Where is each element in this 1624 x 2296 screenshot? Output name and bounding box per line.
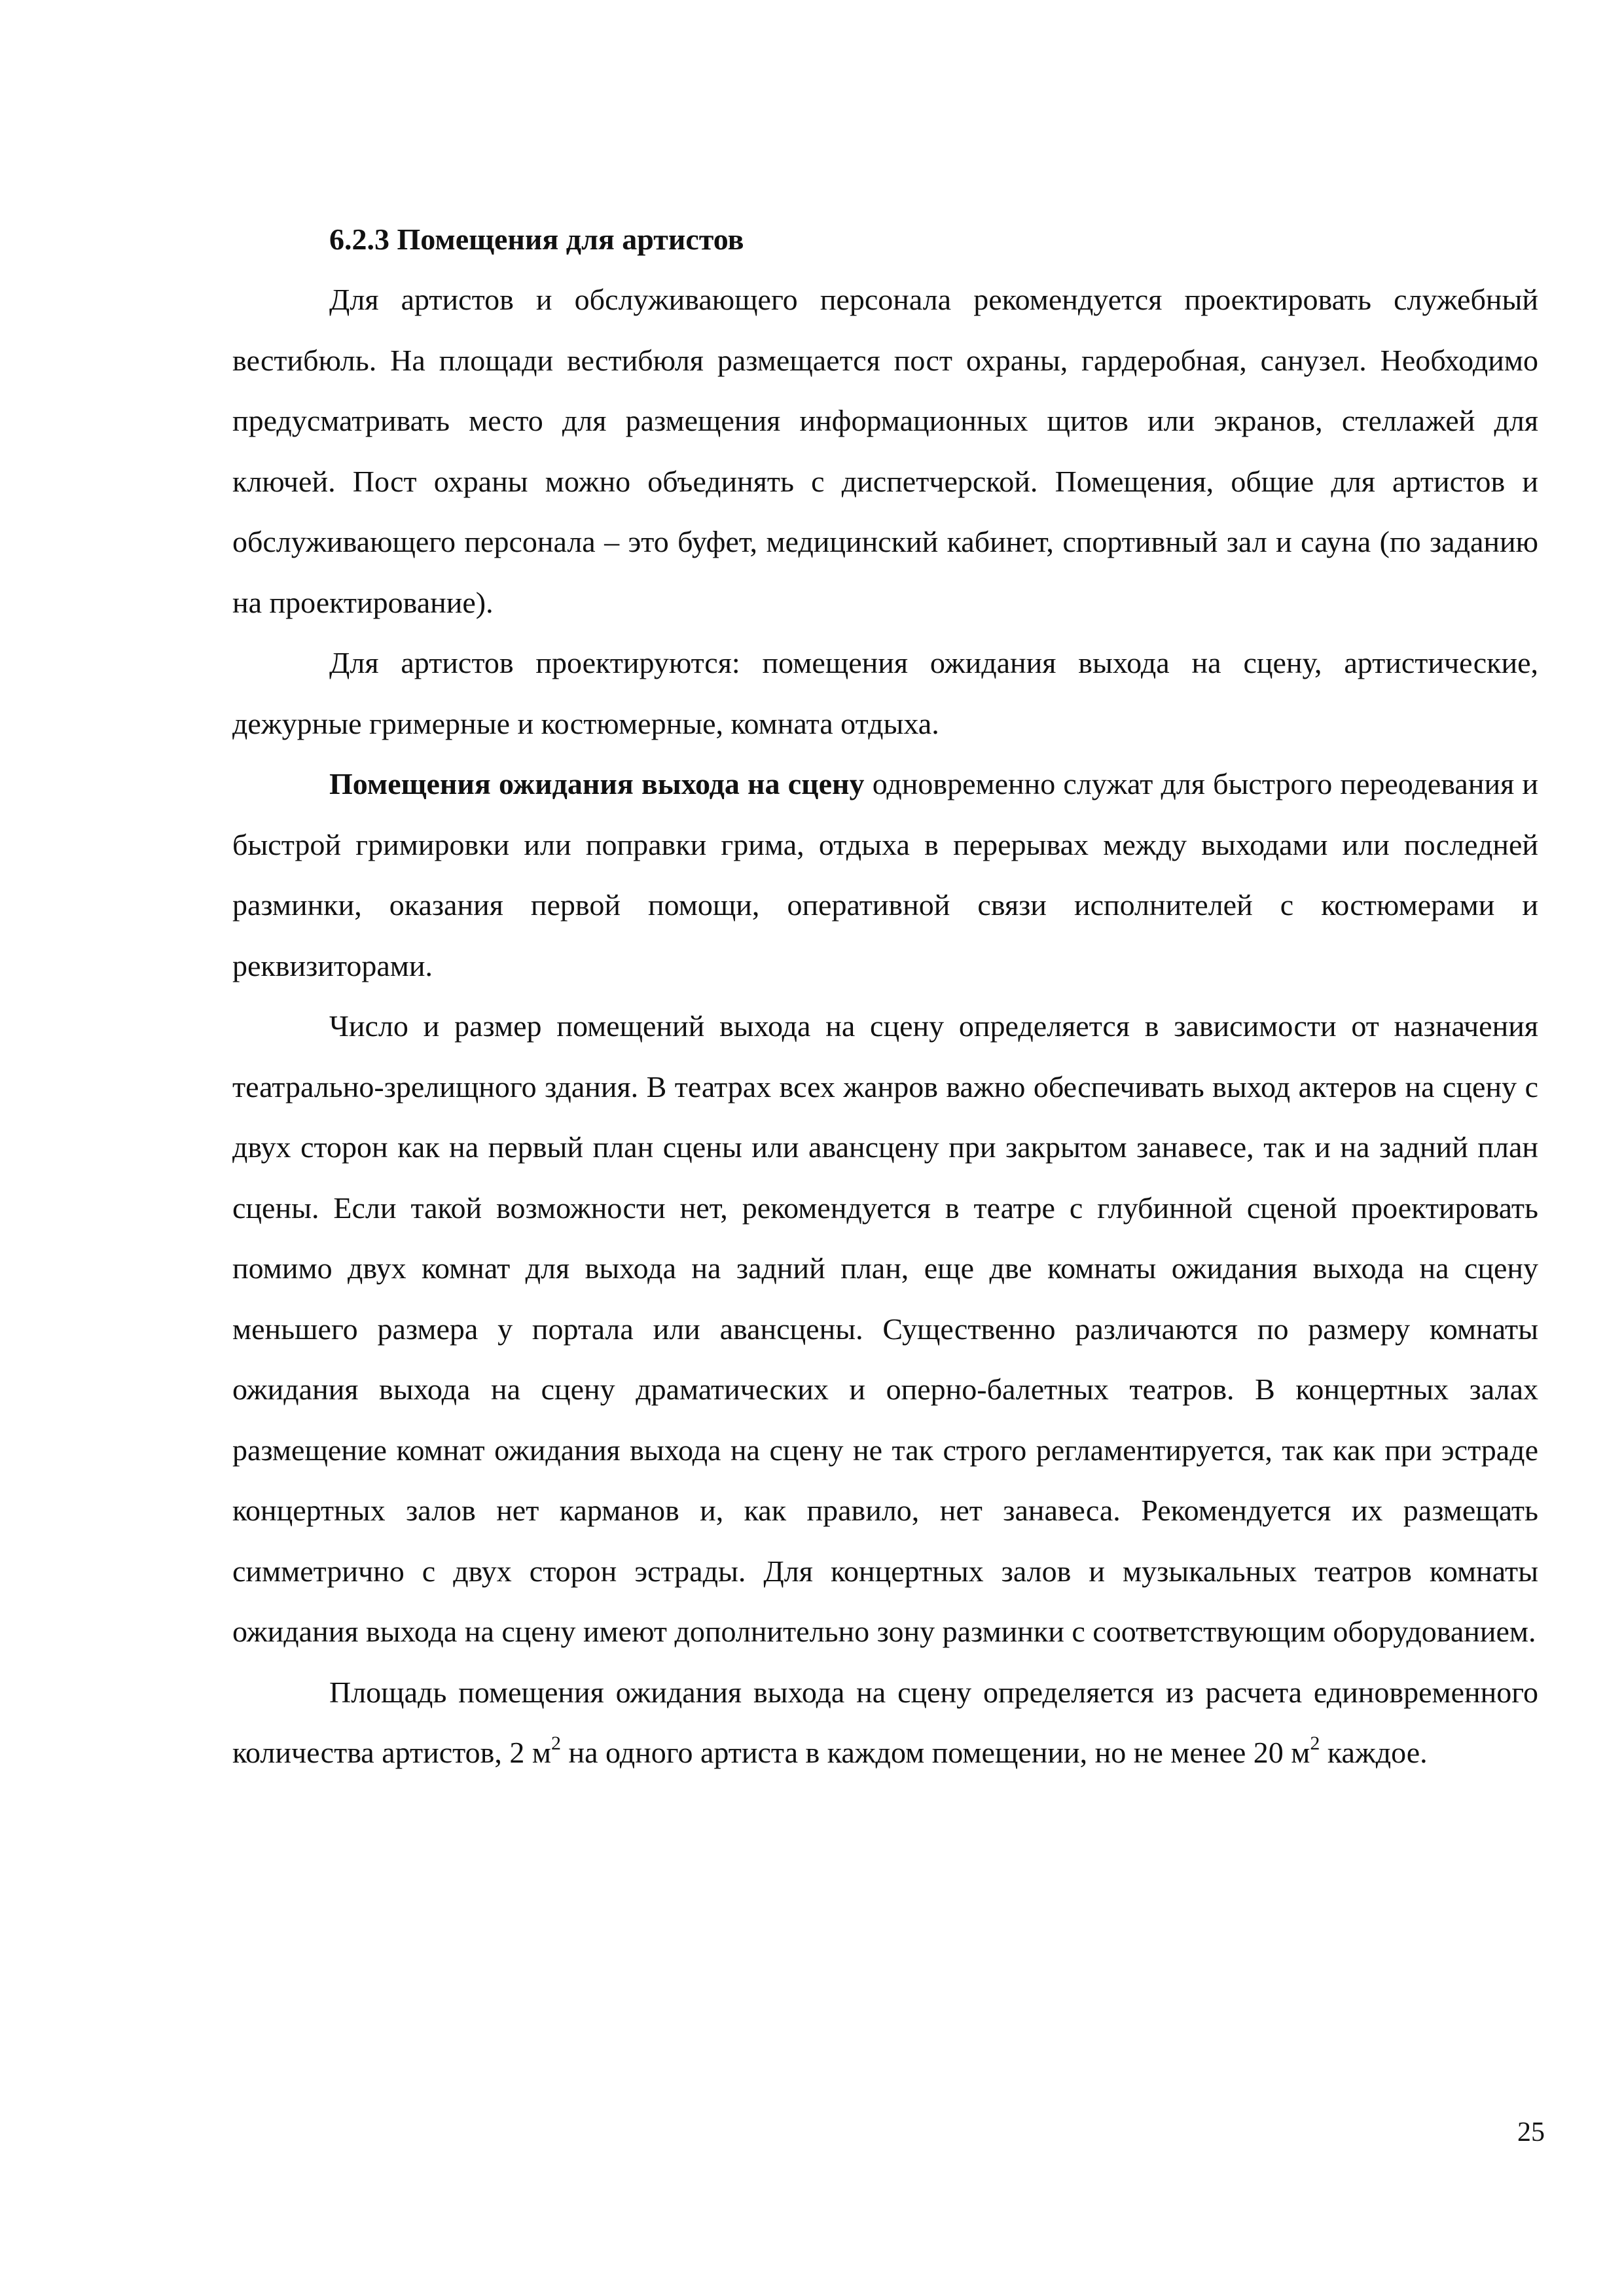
paragraph-text: Площадь помещения ожидания выхода на сцену определяется из расчета единовременного количества артистов, 2 м: [232, 1675, 1538, 1769]
paragraph-artist-rooms: Для артистов проектируются: помещения ожидания выхода на сцену, артистические, дежурные гримерные и костюмерные, комната отдыха.: [232, 646, 1538, 740]
paragraph-text: каждое.: [1320, 1736, 1428, 1769]
paragraph-text: на одного артиста в каждом помещении, но не менее 20 м: [561, 1736, 1310, 1769]
paragraph-area: [232, 1662, 1538, 1784]
bold-term: Помещения ожидания выхода на сцену: [329, 767, 865, 800]
page-number: 25: [1517, 2117, 1545, 2147]
superscript: 2: [1310, 1732, 1320, 1754]
paragraph-room-count: Число и размер помещений выхода на сцену определяется в зависимости от назначения театрально-зрелищного здания. В театрах всех жанров важно обеспечивать выход актеров на сцену с двух сторон как на первый план сцены или авансцену при закрытом занавесе, так и на задний план сцены. Если такой возможности нет, рекомендуется в театре с глубинной сценой проектировать помимо двух комнат для выхода на задний план, еще две комнаты ожидания выхода на сцену меньшего размера у портала или авансцены. Существенно различаются по размеру комнаты ожидания выхода на сцену драматических и оперно-балетных театров. В концертных залах размещение комнат ожидания выхода на сцену не так строго регламентируется, так как при эстраде концертных залов нет карманов и, как правило, нет занавеса. Рекомендуется их размещать симметрично с двух сторон эстрады. Для концертных залов и музыкальных театров комнаты ожидания выхода на сцену имеют дополнительно зону разминки с соответствующим оборудованием.: [232, 1009, 1538, 1648]
superscript: 2: [551, 1732, 561, 1754]
paragraph-waiting-rooms: [232, 754, 1538, 996]
paragraph-text: одновременно служат для быстрого переодевания и быстрой гримировки или поправки грима, отдыха в перерывах между выходами или последней разминки, оказания первой помощи, оперативной связи исполнителей с костюмерами и реквизиторами.: [232, 767, 1538, 982]
paragraph-vestibule: Для артистов и обслуживающего персонала рекомендуется проектировать служебный вестибюль. На площади вестибюля размещается пост охраны, гардеробная, санузел. Необходимо предусматривать место для размещения информационных щитов или экранов, стеллажей для ключей. Пост охраны можно объединять с диспетчерской. Помещения, общие для артистов и обслуживающего персонала – это буфет, медицинский кабинет, спортивный зал и сауна (по заданию на проектирование).: [232, 283, 1538, 619]
section-heading: 6.2.3 Помещения для артистов: [329, 223, 744, 256]
document-page: [232, 209, 1538, 1784]
